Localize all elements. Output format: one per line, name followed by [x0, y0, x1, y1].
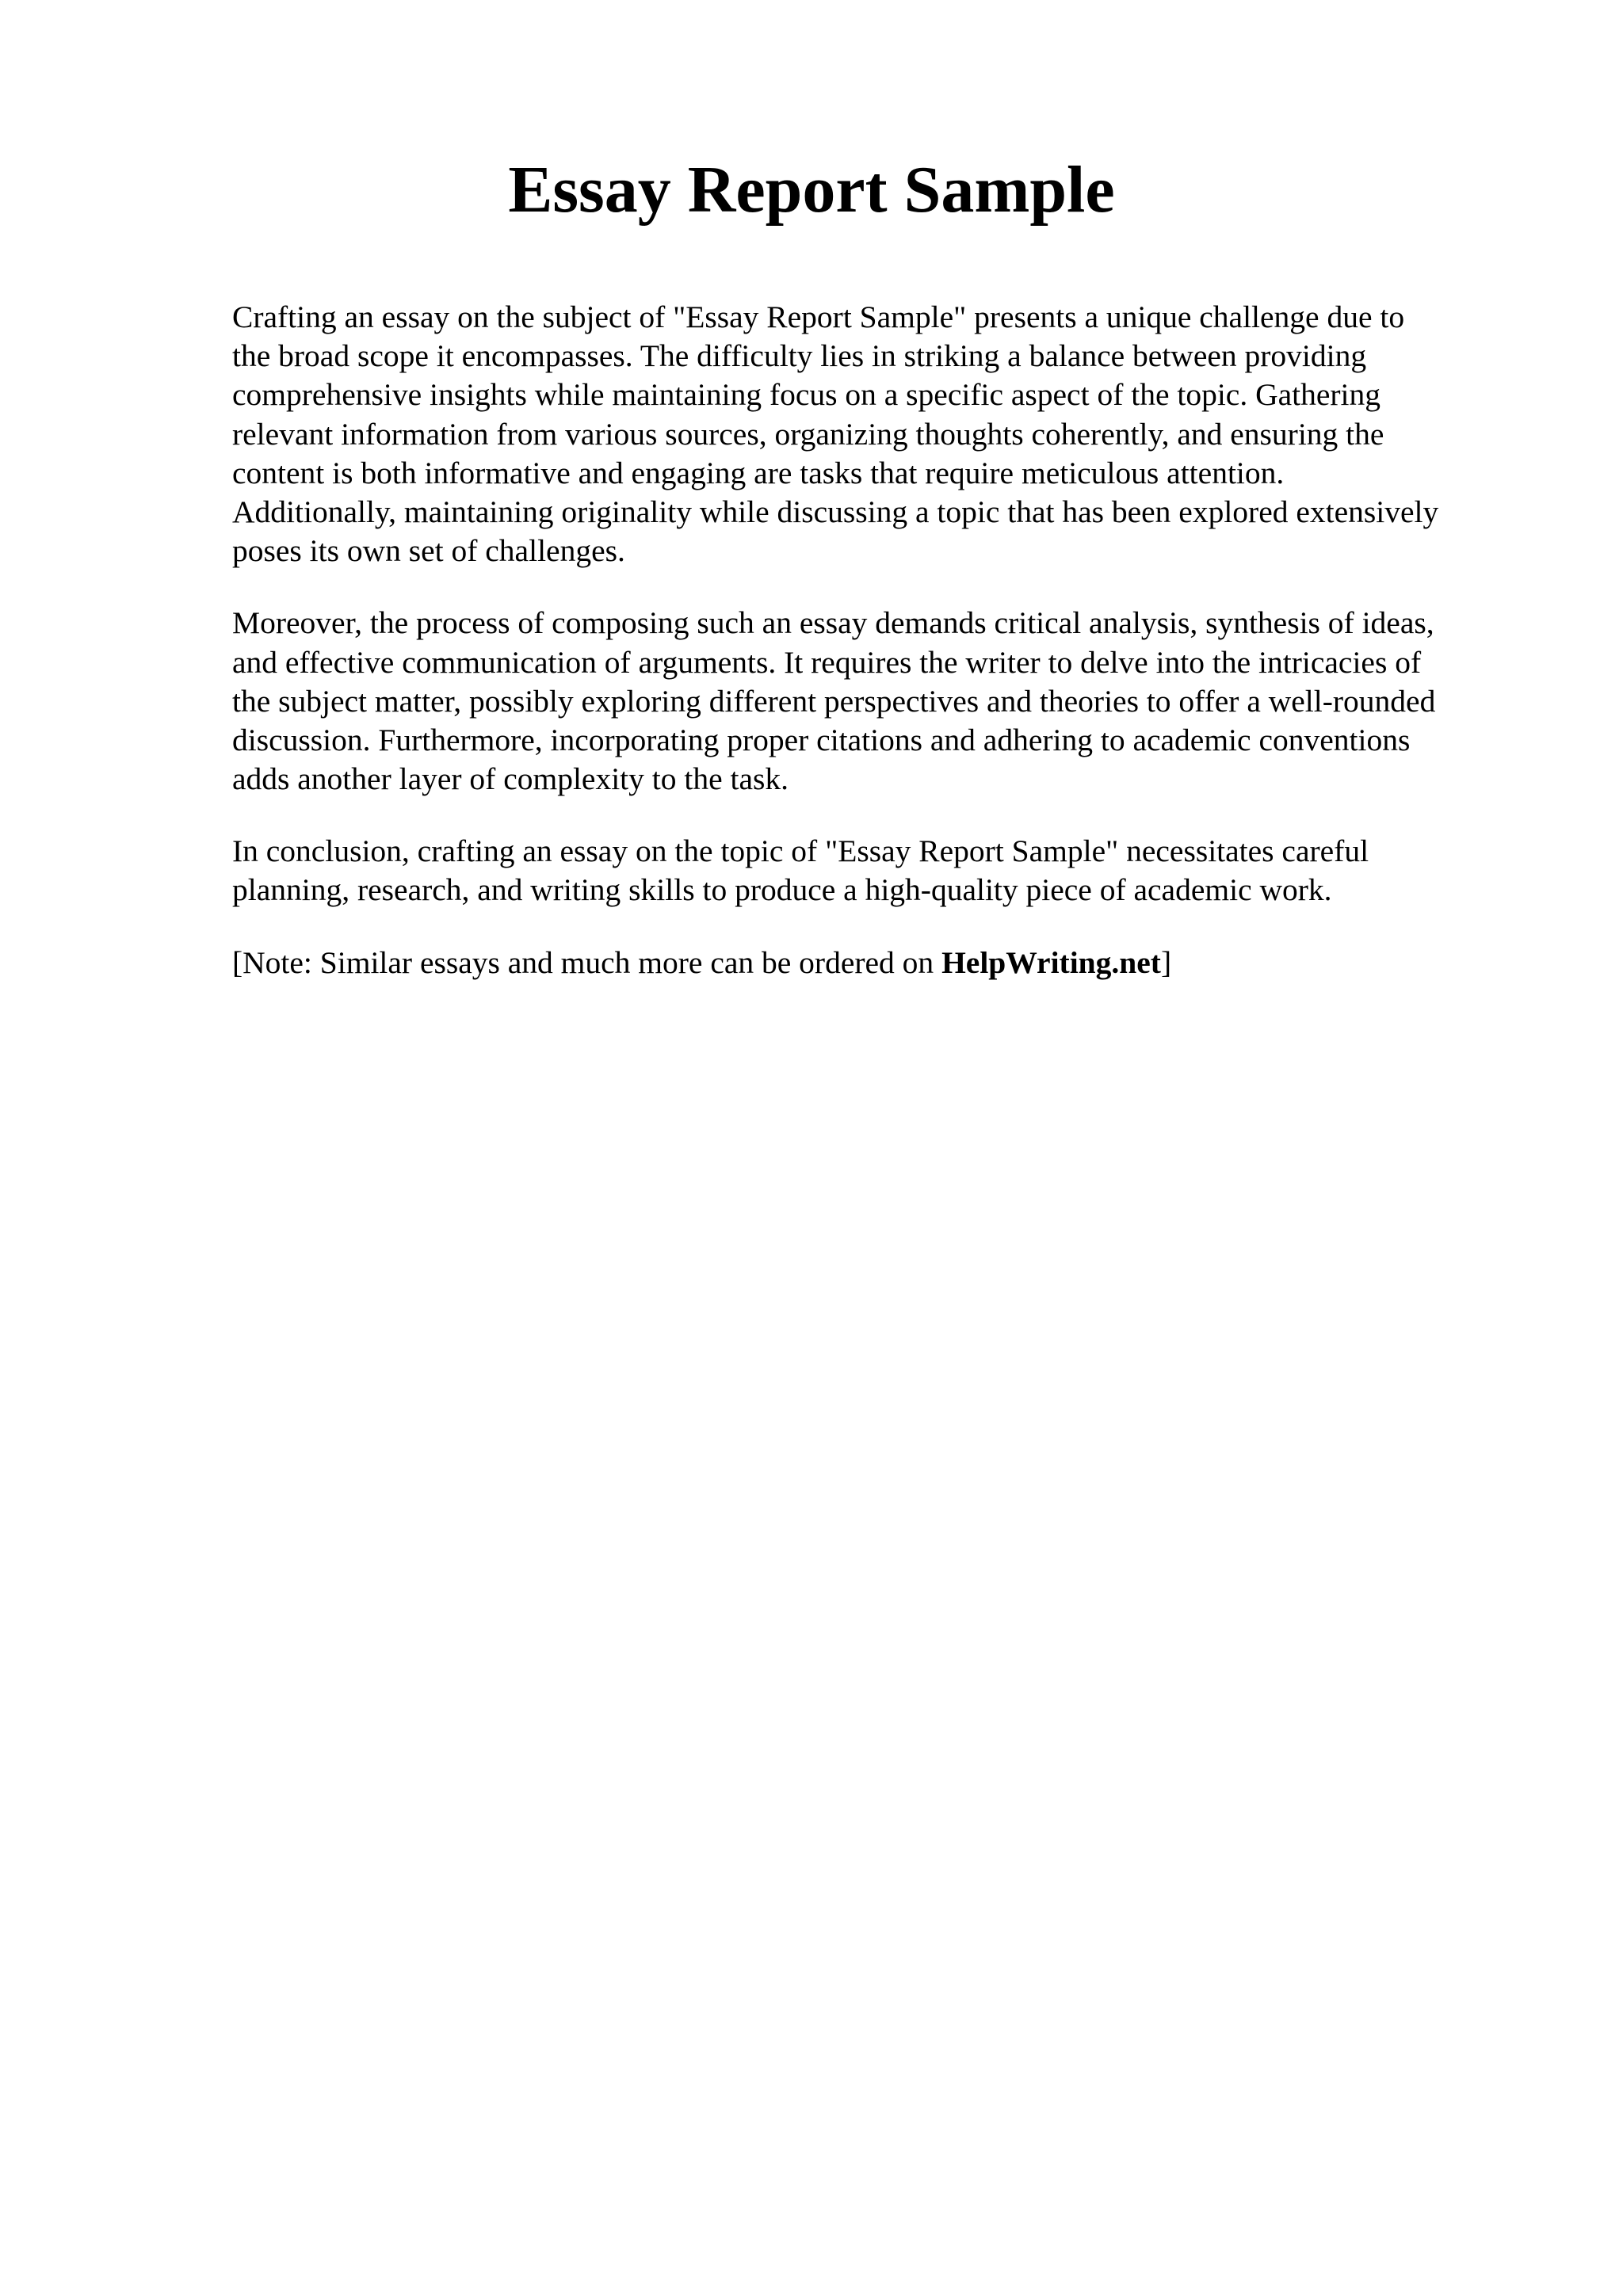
- paragraph-line: comprehensive insights while maintaining focus on a specific aspect of the topic. Gathering: [232, 377, 1381, 413]
- paragraph-line: Crafting an essay on the subject of "Essay Report Sample" presents a unique challenge due to: [232, 299, 1405, 334]
- paragraph-line: the broad scope it encompasses. The difficulty lies in striking a balance between providing: [232, 338, 1367, 374]
- note-line: [232, 944, 1516, 982]
- note-suffix: ]: [1160, 944, 1172, 980]
- paragraph-line: content is both informative and engaging are tasks that require meticulous attention.: [232, 455, 1285, 490]
- paragraph-line: the subject matter, possibly exploring different perspectives and theories to offer a well-rounded: [232, 683, 1436, 719]
- paragraph-line: discussion. Furthermore, incorporating proper citations and adhering to academic conventions: [232, 722, 1411, 757]
- paragraph-1: [232, 298, 1516, 570]
- paragraph-line: Moreover, the process of composing such an essay demands critical analysis, synthesis of ideas,: [232, 605, 1434, 641]
- note-site-link[interactable]: HelpWriting.net: [941, 944, 1161, 980]
- note-paragraph: [232, 944, 1516, 982]
- paragraph-line: Additionally, maintaining originality while discussing a topic that has been explored extensively: [232, 494, 1439, 529]
- document-body: [232, 298, 1516, 1016]
- paragraph-2: [232, 604, 1516, 799]
- paragraph-line: adds another layer of complexity to the task.: [232, 761, 789, 797]
- paragraph-line: planning, research, and writing skills to produce a high-quality piece of academic work.: [232, 872, 1332, 908]
- paragraph-line: poses its own set of challenges.: [232, 533, 625, 569]
- note-prefix: [Note: Similar essays and much more can be ordered on: [232, 944, 942, 980]
- paragraph-line: In conclusion, crafting an essay on the topic of "Essay Report Sample" necessitates careful: [232, 833, 1369, 869]
- paragraph-line: and effective communication of arguments. It requires the writer to delve into the intricacies of: [232, 644, 1422, 680]
- paragraph-line: relevant information from various sources, organizing thoughts coherently, and ensuring the: [232, 416, 1384, 452]
- paragraph-3: [232, 832, 1516, 910]
- document-title: Essay Report Sample: [508, 153, 1115, 227]
